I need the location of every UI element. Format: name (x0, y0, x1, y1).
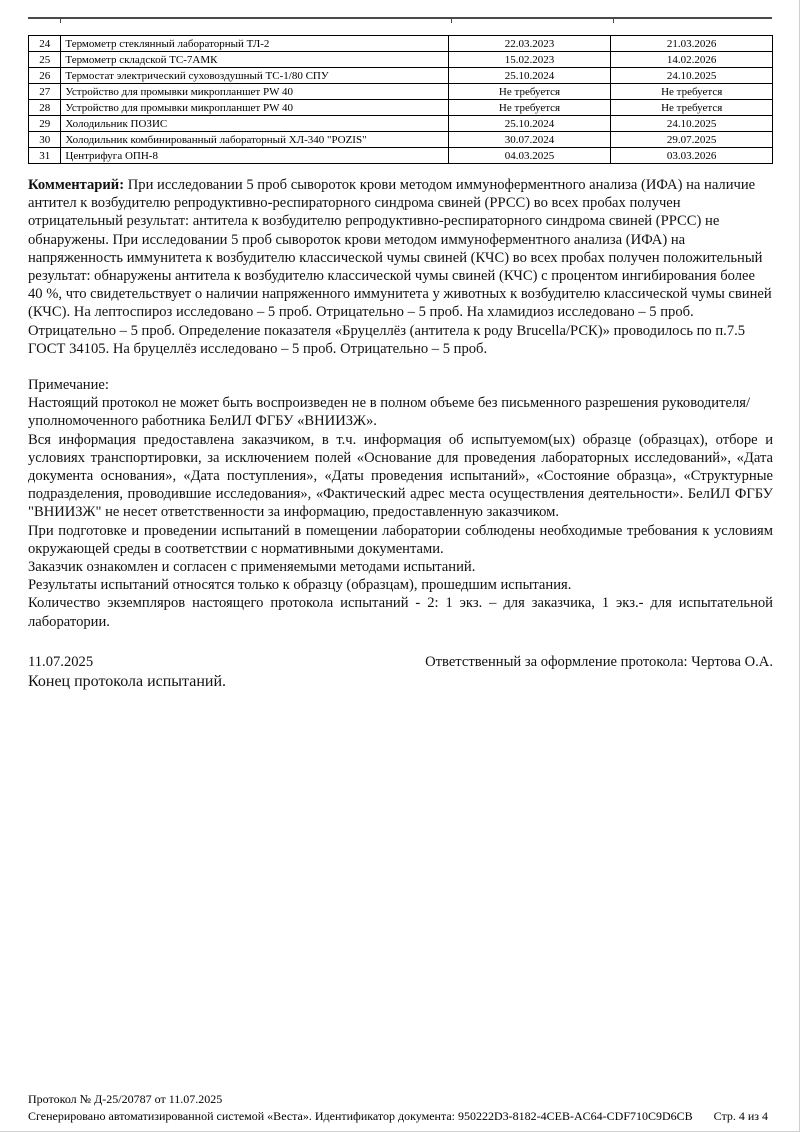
end-of-protocol-line: Конец протокола испытаний. (28, 673, 227, 691)
equipment-table (28, 35, 773, 164)
previous-table-bottom-rule (28, 17, 772, 21)
equipment-name: Холодильник ПОЗИС (61, 116, 448, 132)
table-row (29, 84, 773, 100)
verification-date: 22.03.2023 (448, 36, 611, 52)
comment-label: Комментарий: (28, 177, 125, 193)
note-paragraph: Настоящий протокол не может быть воспроизведен не в полном объеме без письменного разрешения руководителя/уполномоченного работника БелИЛ ФГБУ «ВНИИЗЖ». (28, 395, 751, 430)
verification-date: 04.03.2025 (448, 148, 611, 164)
verification-date: 25.10.2024 (448, 68, 611, 84)
valid-until-date: Не требуется (611, 100, 773, 116)
note-paragraph: Заказчик ознакомлен и согласен с применяемыми методами испытаний. (28, 559, 476, 576)
page-footer (28, 1091, 772, 1125)
comment-text: При исследовании 5 проб сывороток крови методом иммуноферментного анализа (ИФА) на наличие антител к возбудителю репродуктивно-респираторного синдрома свиней (РРСС) во всех пробах получен отрицательный результат: антитела к возбудителю репродуктивно-респираторного синдрома свиней (РРСС) не обнаружены. При исследовании 5 проб сывороток крови методом иммуноферментного анализа (ИФА) на напряженность иммунитета к возбудителю классической чумы свиней (КЧС) во всех пробах получен положительный результат: обнаружены антитела к возбудителю классической чумы свиней (КЧС) с процентом ингибирования более 40 %, что свидетельствует о наличии напряженного иммунитета у животных к возбудителю классической чумы свиней (КЧС). На лептоспироз исследовано – 5 проб. Отрицательно – 5 проб. На хламидиоз исследовано – 5 проб. Отрицательно – 5 проб. Определение показателя «Бруцеллёз (антитела к роду Brucella/РСК)» проводилось по п.7.5 ГОСТ 34105. На бруцеллёз исследовано – 5 проб. Отрицательно – 5 проб. (28, 177, 772, 357)
equipment-name: Термометр складской ТС-7АМК (61, 52, 448, 68)
row-number: 28 (29, 100, 61, 116)
note-paragraph: Вся информация предоставлена заказчиком, в т.ч. информация об испытуемом(ых) образце (образцах), отборе и условиях транспортировки, за исключением полей «Основание для проведения лабораторных исследований», «Дата документа основания», «Дата поступления», «Даты проведения испытаний», «Состояние образца», «Структурные подразделения, проводившие исследования», «Фактический адрес места осуществления деятельности». БелИЛ ФГБУ "ВНИИЗЖ" не несет ответственности за информацию, предоставленную заказчиком. (28, 431, 773, 521)
signature-row (28, 653, 773, 671)
valid-until-date: 14.02.2026 (611, 52, 773, 68)
table-row (29, 148, 773, 164)
table-row (29, 116, 773, 132)
row-number: 30 (29, 132, 61, 148)
row-number: 31 (29, 148, 61, 164)
footer-protocol-number: Протокол № Д-25/20787 от 11.07.2025 (28, 1092, 223, 1106)
table-row (29, 52, 773, 68)
row-number: 26 (29, 68, 61, 84)
verification-date: 15.02.2023 (448, 52, 611, 68)
verification-date: Не требуется (448, 84, 611, 100)
column-tick (60, 19, 61, 23)
row-number: 27 (29, 84, 61, 100)
table-row (29, 100, 773, 116)
table-row (29, 68, 773, 84)
valid-until-date: Не требуется (611, 84, 773, 100)
valid-until-date: 24.10.2025 (611, 116, 773, 132)
column-tick (451, 19, 452, 23)
responsible-person: Ответственный за оформление протокола: Чертова О.А. (425, 653, 773, 670)
table-row (29, 132, 773, 148)
equipment-name: Термостат электрический суховоздушный ТС-1/80 СПУ (61, 68, 448, 84)
valid-until-date: 21.03.2026 (611, 36, 773, 52)
note-paragraph: Количество экземпляров настоящего протокола испытаний - 2: 1 экз. – для заказчика, 1 экз.- для испытательной лаборатории. (28, 595, 773, 630)
verification-date: Не требуется (448, 100, 611, 116)
column-tick (613, 19, 614, 23)
note-label: Примечание: (28, 377, 109, 394)
note-paragraph: Результаты испытаний относятся только к образцу (образцам), прошедшим испытания. (28, 577, 572, 594)
footer-generated-info: Сгенерировано автоматизированной системой «Веста». Идентификатор документа: 950222D3-8182-4CEB-AC64-CDF710C9D6CB (28, 1109, 693, 1123)
valid-until-date: 03.03.2026 (611, 148, 773, 164)
comment-paragraph (28, 176, 773, 358)
note-paragraph: При подготовке и проведении испытаний в помещении лаборатории соблюдены необходимые требования к условиям окружающей среды в соответствии с нормативными документами. (28, 522, 773, 557)
row-number: 25 (29, 52, 61, 68)
verification-date: 25.10.2024 (448, 116, 611, 132)
equipment-name: Устройство для промывки микропланшет PW 40 (61, 100, 448, 116)
footer-page-indicator: Стр. 4 из 4 (713, 1109, 768, 1123)
equipment-name: Термометр стеклянный лабораторный ТЛ-2 (61, 36, 448, 52)
table-row (29, 36, 773, 52)
row-number: 24 (29, 36, 61, 52)
equipment-name: Центрифуга ОПН-8 (61, 148, 448, 164)
equipment-name: Устройство для промывки микропланшет PW 40 (61, 84, 448, 100)
valid-until-date: 24.10.2025 (611, 68, 773, 84)
valid-until-date: 29.07.2025 (611, 132, 773, 148)
row-number: 29 (29, 116, 61, 132)
equipment-name: Холодильник комбинированный лабораторный ХЛ-340 "POZIS" (61, 132, 448, 148)
verification-date: 30.07.2024 (448, 132, 611, 148)
protocol-date: 11.07.2025 (28, 653, 94, 670)
body-text (28, 176, 773, 691)
